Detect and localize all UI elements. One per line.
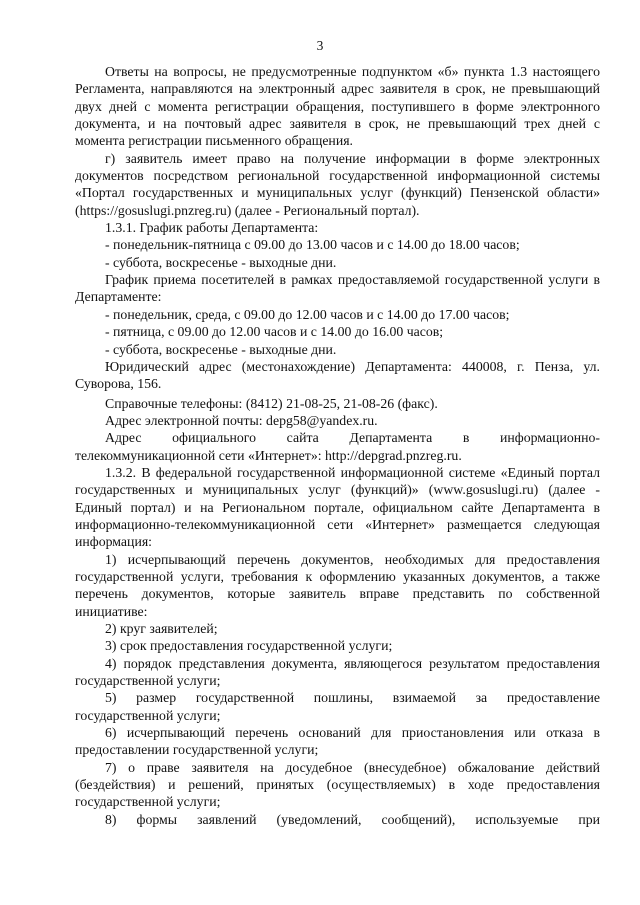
paragraph-reception-heading: График приема посетителей в рамках предоставляемой государственной услуги в Департаменте: xyxy=(75,272,600,305)
paragraph-email: Адрес электронной почты: depg58@yandex.ru. xyxy=(105,412,378,428)
list-item-1: 1) исчерпывающий перечень документов, необходимых для предоставления государственной услуги, требования к оформлению указанных документов, а также перечень документов, которые заявитель вправе представить по собственной инициативе: xyxy=(75,551,600,619)
list-item-7: 7) о праве заявителя на досудебное (внесудебное) обжалование действий (бездействия) и решений, принятых (осуществляемых) в ходе предоставления государственной услуги; xyxy=(75,759,600,810)
paragraph-schedule-heading: 1.3.1. График работы Департамента: xyxy=(105,220,319,236)
reception-mon-wed: - понедельник, среда, с 09.00 до 12.00 часов и с 14.00 до 17.00 часов; xyxy=(105,306,510,322)
schedule-weekend: - суббота, воскресенье - выходные дни. xyxy=(105,254,337,270)
reception-weekend: - суббота, воскресенье - выходные дни. xyxy=(105,341,337,357)
list-item-8: 8) формы заявлений (уведомлений, сообщений), используемые при xyxy=(105,811,600,827)
list-item-6: 6) исчерпывающий перечень оснований для приостановления или отказа в предоставлении государственной услуги; xyxy=(75,725,600,758)
list-item-3: 3) срок предоставления государственной услуги; xyxy=(105,638,393,654)
paragraph-phones: Справочные телефоны: (8412) 21-08-25, 21-08-26 (факс). xyxy=(105,395,438,411)
paragraph-website: Адрес официального сайта Департамента в информационно-телекоммуникационной сети «Интернет»: http://depgrad.pnzreg.ru. xyxy=(75,430,600,463)
schedule-weekdays: - понедельник-пятница с 09.00 до 13.00 часов и с 14.00 до 18.00 часов; xyxy=(105,237,520,253)
page-number: 3 xyxy=(316,38,324,53)
paragraph-answers-email: Ответы на вопросы, не предусмотренные подпунктом «б» пункта 1.3 настоящего Регламента, направляются на электронный адрес заявителя в срок, не превышающий двух дней с момента регистрации обращения, поступившего в форме электронного документа, и на почтовый адрес заявителя в срок, не превышающий трех дней с момента регистрации письменного обращения. xyxy=(75,64,600,149)
list-item-2: 2) круг заявителей; xyxy=(105,621,218,636)
paragraph-legal-address: Юридический адрес (местонахождение) Департамента: 440008, г. Пенза, ул. Суворова, 156. xyxy=(75,358,600,392)
list-item-4: 4) порядок представления документа, являющегося результатом предоставления государственной услуги; xyxy=(75,655,600,689)
paragraph-1-3-2: 1.3.2. В федеральной государственной информационной системе «Единый портал государственных и муниципальных услуг (функций)» (www.gosuslugi.ru) (далее - Единый портал) и на Региональном портале, официальном сайте Департамента в информационно-телекоммуникационной сети «Интернет» размещается следующая информация: xyxy=(75,464,600,550)
paragraph-electronic-info-right: г) заявитель имеет право на получение информации в форме электронных документов посредством региональной государственной информационной системы «Портал государственных и муниципальных услуг (функций) Пензенской области» (https://gosuslugi.pnzreg.ru) (далее - Региональный портал). xyxy=(75,150,600,218)
reception-friday: - пятница, с 09.00 до 12.00 часов и с 14.00 до 16.00 часов; xyxy=(105,324,444,340)
list-item-5: 5) размер государственной пошлины, взимаемой за предоставление государственной услуги; xyxy=(75,690,600,723)
document-body xyxy=(75,63,600,828)
